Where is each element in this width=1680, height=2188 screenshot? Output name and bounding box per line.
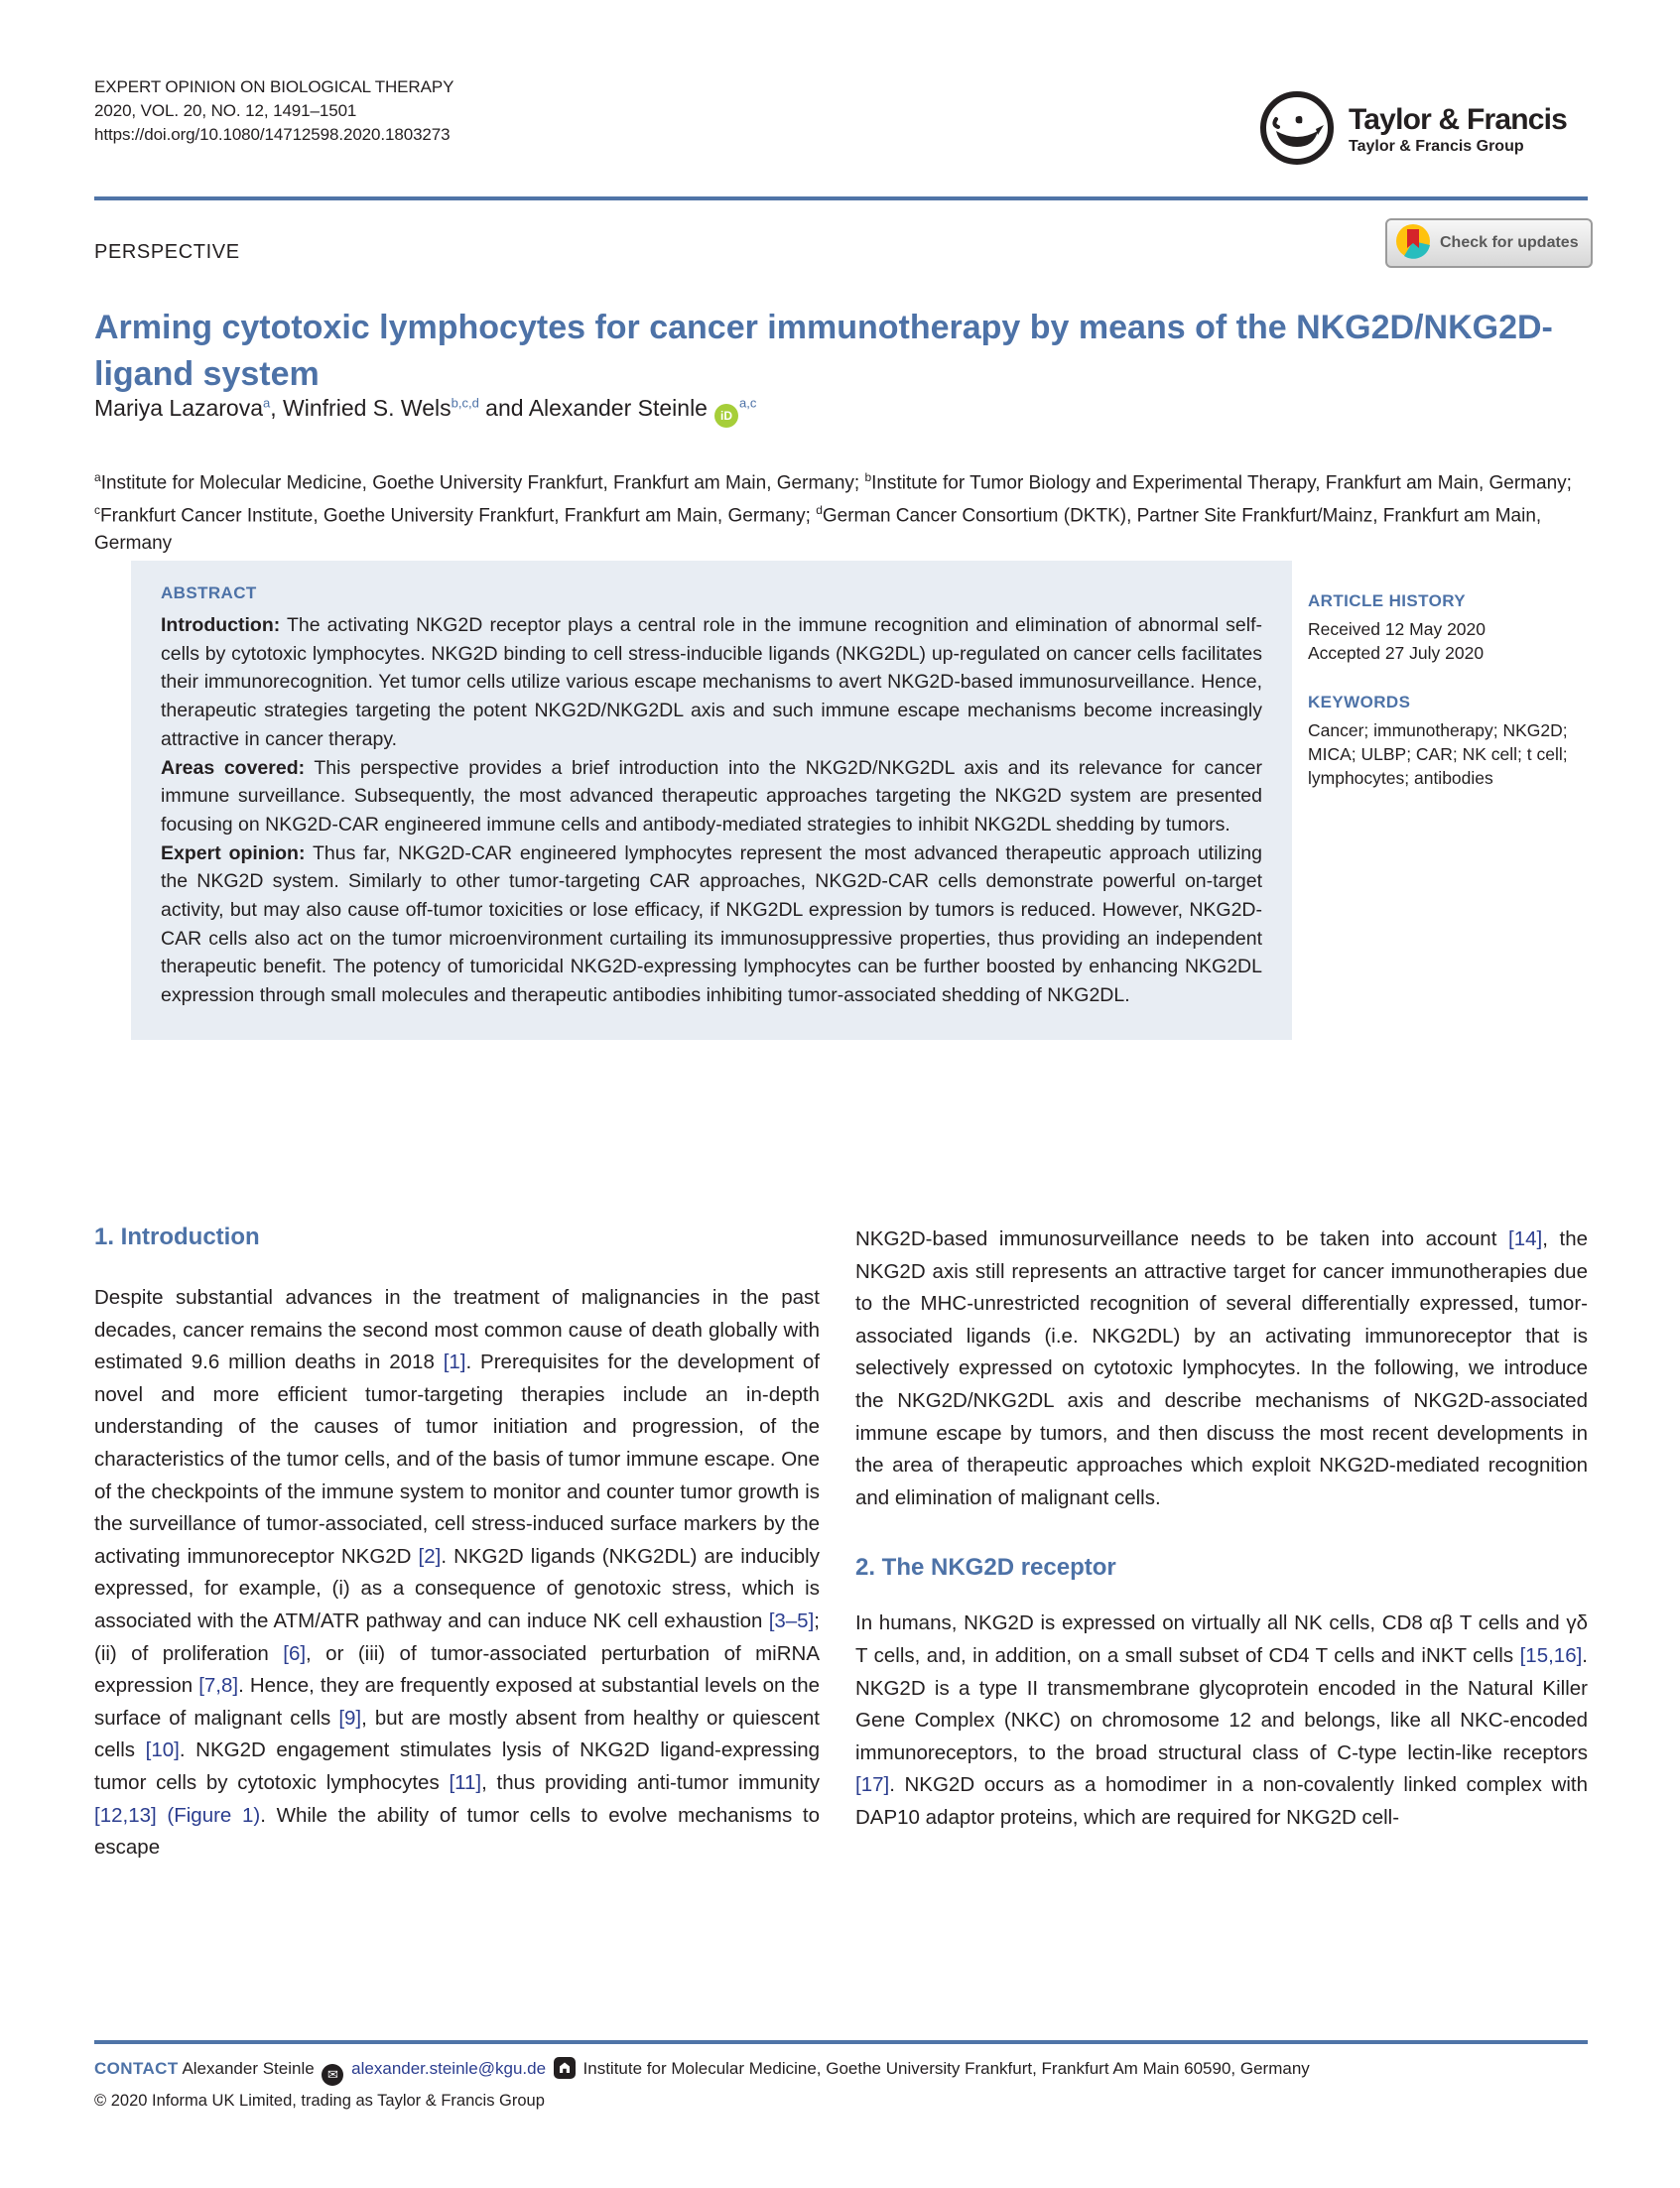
body-column-left — [94, 1223, 820, 1865]
abstract-heading: ABSTRACT — [161, 583, 257, 602]
keywords — [1308, 691, 1606, 790]
section-1-heading: 1. Introduction — [94, 1223, 260, 1250]
doi-link[interactable]: https://doi.org/10.1080/14712598.2020.1803273 — [94, 125, 451, 144]
abstract-box — [131, 561, 1292, 1040]
section-1-paragraph: Despite substantial advances in the treatment of malignancies in the past decades, cancer remains the second most common cause of death globally with estimated 9.6 million deaths in 2018 [1]. Prerequisites for the development of novel and more efficient tumor-targeting therapies include an in-depth understanding of the causes of tumor initiation and progression, of the characteristics of the tumor cells, and of the basis of tumor immune escape. One of the checkpoints of the immune system to monitor and counter tumor growth is the surveillance of tumor-associated, cell stress-induced surface markers by the activating immunoreceptor NKG2D [2]. NKG2D ligands (NKG2DL) are inducibly expressed, for example, (i) as a consequence of genotoxic stress, which is associated with the ATM/ATR pathway and can induce NK cell exhaustion [3–5]; (ii) of proliferation [6], or (iii) of tumor-associated perturbation of miRNA expression [7,8]. Hence, they are frequently exposed at substantial levels on the surface of malignant cells [9], but are mostly absent from healthy or quiescent cells [10]. NKG2D engagement stimulates lysis of NKG2D ligand-expressing tumor cells by cytotoxic lymphocytes [11], thus providing anti-tumor immunity [12,13] (Figure 1). While the ability of tumor cells to evolve mechanisms to escape — [94, 1286, 821, 1860]
check-for-updates-button[interactable] — [1385, 218, 1593, 268]
citation-ref[interactable]: [15,16] — [1519, 1643, 1583, 1667]
citation-ref[interactable]: [3–5] — [768, 1609, 815, 1632]
author: Mariya Lazarova$^a$ — [94, 395, 271, 421]
citation-ref[interactable]: [7,8] — [198, 1674, 239, 1698]
contact-name: Alexander Steinle — [182, 2059, 315, 2078]
received-date: Received 12 May 2020 — [1308, 619, 1486, 639]
article-title: Arming cytotoxic lymphocytes for cancer immunotherapy by means of the NKG2D/NKG2D-ligand system — [94, 308, 1553, 393]
orcid-icon[interactable]: iD — [714, 404, 738, 428]
affiliations: $^a$Institute for Molecular Medicine, Goethe University Frankfurt, Frankfurt am Main, Germany; $^b$Institute for Tumor Biology and Experimental Therapy, Frankfurt am Main, Germany; $^c$Frankfurt Cancer Institute, Goethe University Frankfurt, Frankfurt am Main, Germany; $^d$German Cancer Consortium (DKTK), Partner Site Frankfurt/Mainz, Frankfurt am Main, Germany — [94, 470, 1572, 554]
article-type-label: PERSPECTIVE — [94, 241, 240, 263]
affiliation-marker: a — [94, 470, 101, 484]
contact-label: CONTACT — [94, 2059, 179, 2078]
abstract-body — [161, 611, 1262, 1010]
abstract-section-label: Areas covered: — [161, 756, 306, 779]
author-affiliation-marker: a — [263, 395, 271, 411]
citation-ref[interactable]: [11] — [449, 1770, 482, 1794]
header-divider — [94, 196, 1588, 200]
author: Alexander Steinle iD$^{a,c}$ — [529, 395, 757, 421]
section-2-heading: 2. The NKG2D receptor — [855, 1554, 1116, 1582]
email-icon: ✉ — [322, 2064, 343, 2086]
abstract-paragraph: Expert opinion: Thus far, NKG2D-CAR engineered lymphocytes represent the most advanced therapeutic approach utilizing the NKG2D system. Similarly to other tumor-targeting CAR approaches, NKG2D-CAR cells demonstrate powerful on-target activity, but may also cause off-tumor toxicities or lose efficacy, if NKG2DL expression by tumors is reduced. However, NKG2D-CAR cells also act on the tumor microenvironment curtailing its immunosuppressive properties, thus providing an independent therapeutic benefit. The potency of tumoricidal NKG2D-expressing lymphocytes can be further boosted by enhancing NKG2DL expression through small molecules and therapeutic antibodies inhibiting tumor-associated shedding of NKG2DL. — [161, 841, 1262, 1007]
citation-ref[interactable]: [10] — [145, 1738, 180, 1762]
citation-ref[interactable]: [12,13] — [94, 1803, 157, 1827]
citation-ref[interactable]: [2] — [418, 1544, 442, 1568]
publisher-name: Taylor & Francis — [1349, 103, 1568, 136]
citation-ref[interactable]: [6] — [283, 1641, 307, 1665]
journal-name: EXPERT OPINION ON BIOLOGICAL THERAPY — [94, 77, 454, 96]
citation-ref[interactable]: [17] — [855, 1773, 890, 1797]
article-history — [1308, 589, 1606, 665]
copyright-line: © 2020 Informa UK Limited, trading as Taylor & Francis Group — [94, 2092, 545, 2110]
building-icon — [554, 2064, 581, 2083]
abstract-paragraph: Areas covered: This perspective provides a brief introduction into the NKG2D/NKG2DL axis and its relevance for cancer immune surveillance. Subsequently, the most advanced therapeutic approaches targeting the NKG2D system are presented focusing on NKG2D-CAR engineered immune cells and antibody-mediated strategies to inhibit NKG2DL shedding by tumors. — [161, 756, 1262, 836]
section-2-paragraph: In humans, NKG2D is expressed on virtually all NK cells, CD8 αβ T cells and γδ T cells, and, in addition, on a small subset of CD4 T cells and iNKT cells [15,16]. NKG2D is a type II transmembrane glycoprotein encoded in the Natural Killer Gene Complex (NKC) on chromosome 12 and belongs, like all NKC-encoded immunoreceptors, to the broad structural class of C-type lectin-like receptors [17]. NKG2D occurs as a homodimer in a non-covalently linked complex with DAP10 adaptor proteins, which are required for NKG2D cell- — [855, 1611, 1588, 1829]
section-1-paragraph-continued: NKG2D-based immunosurveillance needs to be taken into account [14], the NKG2D axis still represents an attractive target for cancer immunotherapies due to the MHC-unrestricted recognition of several differentially expressed, tumor-associated ligands (i.e. NKG2DL) by an activating immunoreceptor that is selectively expressed on cytotoxic lymphocytes. In the following, we introduce the NKG2D/NKG2DL axis and describe mechanisms of NKG2D-associated immune escape by tumors, and then discuss the most recent developments in the area of therapeutic approaches which exploit NKG2D-mediated recognition and elimination of malignant cells. — [855, 1227, 1588, 1509]
citation-ref[interactable]: [14] — [1508, 1227, 1543, 1250]
abstract-paragraph: Introduction: The activating NKG2D receptor plays a central role in the immune recognition and elimination of abnormal self-cells by cytotoxic lymphocytes. NKG2D binding to cell stress-inducible ligands (NKG2DL) up-regulated on cancer cells facilitates their immunorecognition. Yet tumor cells utilize various escape mechanisms to avert NKG2D-based immunosurveillance. Hence, therapeutic strategies targeting the potent NKG2D/NKG2DL axis and such immune escape mechanisms become increasingly attractive in cancer therapy. — [161, 614, 1262, 750]
crossmark-icon — [1395, 223, 1431, 264]
article-history-heading: ARTICLE HISTORY — [1308, 591, 1467, 610]
authors-line: Mariya Lazarova$^a$, Winfried S. Wels$^{b,c,d}$ and Alexander Steinle iD$^{a,c}$ — [94, 395, 756, 428]
publisher-group: Taylor & Francis Group — [1349, 138, 1524, 155]
author-affiliation-marker: b,c,d — [451, 395, 479, 411]
body-column-right — [855, 1223, 1588, 1835]
article-meta-column — [1308, 589, 1606, 790]
abstract-section-label: Expert opinion: — [161, 841, 306, 864]
contact-email-link[interactable]: alexander.steinle@kgu.de — [351, 2059, 547, 2078]
affiliation-marker: d — [816, 502, 823, 517]
contact-line — [94, 2056, 1622, 2087]
affiliation-marker: b — [864, 470, 872, 484]
author-affiliation-marker: a,c — [738, 395, 757, 411]
journal-header — [94, 75, 453, 147]
publisher-logo — [1258, 89, 1567, 172]
abstract-section-label: Introduction: — [161, 614, 281, 636]
keywords-heading: KEYWORDS — [1308, 693, 1411, 711]
keywords-list: Cancer; immunotherapy; NKG2D; MICA; ULBP; CAR; NK cell; t cell; lymphocytes; antibodies — [1308, 720, 1568, 788]
figure-ref[interactable]: (Figure 1) — [167, 1803, 261, 1827]
footer-divider — [94, 2040, 1588, 2044]
accepted-date: Accepted 27 July 2020 — [1308, 643, 1485, 663]
check-for-updates-label: Check for updates — [1440, 234, 1579, 251]
citation-ref[interactable]: [1] — [443, 1351, 466, 1374]
contact-address: Institute for Molecular Medicine, Goethe University Frankfurt, Frankfurt Am Main 60590, Germany — [582, 2059, 1310, 2078]
author: Winfried S. Wels$^{b,c,d}$ — [283, 395, 479, 421]
journal-issue: 2020, VOL. 20, NO. 12, 1491–1501 — [94, 101, 357, 120]
affiliation-marker: c — [94, 502, 100, 517]
taylor-francis-mark-icon — [1258, 89, 1336, 172]
citation-ref[interactable]: [9] — [338, 1706, 362, 1730]
